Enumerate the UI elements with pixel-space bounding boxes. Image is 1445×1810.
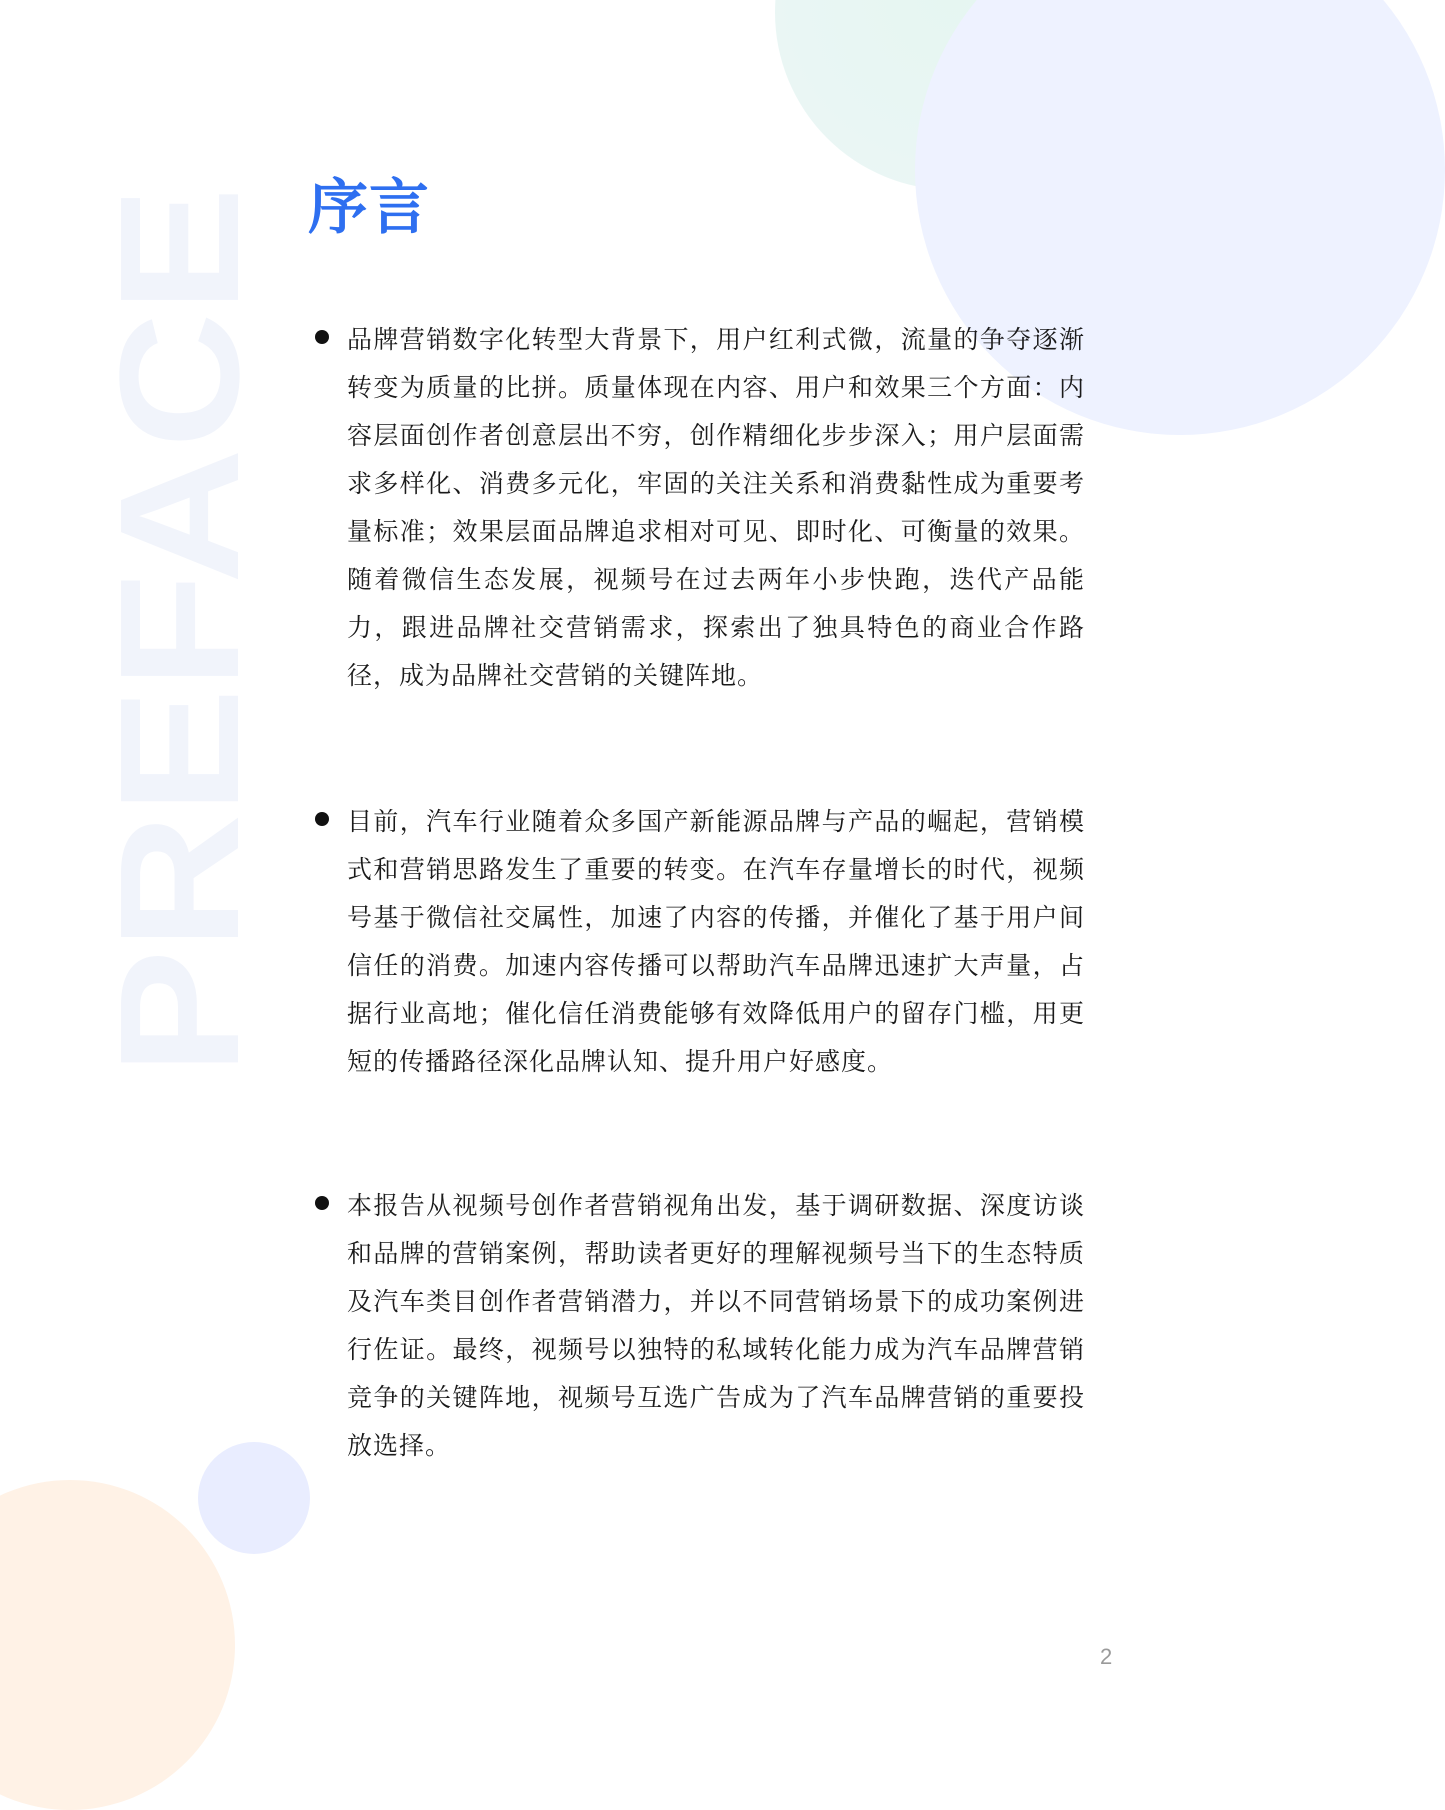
paragraph-text: 目前，汽车行业随着众多国产新能源品牌与产品的崛起，营销模式和营销思路发生了重要的转变。在汽车存量增长的时代，视频号基于微信社交属性，加速了内容的传播，并催化了基于用户间信任的消费。加速内容传播可以帮助汽车品牌迅速扩大声量，占据行业高地；催化信任消费能够有效降低用户的留存门槛，用更短的传播路径深化品牌认知、提升用户好感度。	[347, 807, 1085, 1076]
bullet-icon	[315, 330, 329, 344]
bullet-icon	[315, 812, 329, 826]
watermark-text: PREFACE	[85, 272, 275, 1075]
decorative-circle-blue-small	[198, 1442, 310, 1554]
preface-watermark	[85, 185, 275, 1075]
decorative-circle-orange	[0, 1480, 235, 1810]
paragraph-item	[315, 316, 1085, 700]
paragraph-text: 本报告从视频号创作者营销视角出发，基于调研数据、深度访谈和品牌的营销案例，帮助读者更好的理解视频号当下的生态特质及汽车类目创作者营销潜力，并以不同营销场景下的成功案例进行佐证。最终，视频号以独特的私域转化能力成为汽车品牌营销竞争的关键阵地，视频号互选广告成为了汽车品牌营销的重要投放选择。	[347, 1191, 1085, 1460]
bullet-icon	[315, 1196, 329, 1210]
paragraph-item	[315, 798, 1085, 1086]
page-title: 序言	[308, 173, 430, 243]
paragraph-text: 品牌营销数字化转型大背景下，用户红利式微，流量的争夺逐渐转变为质量的比拼。质量体现在内容、用户和效果三个方面：内容层面创作者创意层出不穷，创作精细化步步深入；用户层面需求多样化、消费多元化，牢固的关注关系和消费黏性成为重要考量标准；效果层面品牌追求相对可见、即时化、可衡量的效果。随着微信生态发展，视频号在过去两年小步快跑，迭代产品能力，跟进品牌社交营销需求，探索出了独具特色的商业合作路径，成为品牌社交营销的关键阵地。	[347, 325, 1085, 690]
page-number: 2	[1100, 1644, 1113, 1669]
paragraph-item	[315, 1182, 1085, 1470]
